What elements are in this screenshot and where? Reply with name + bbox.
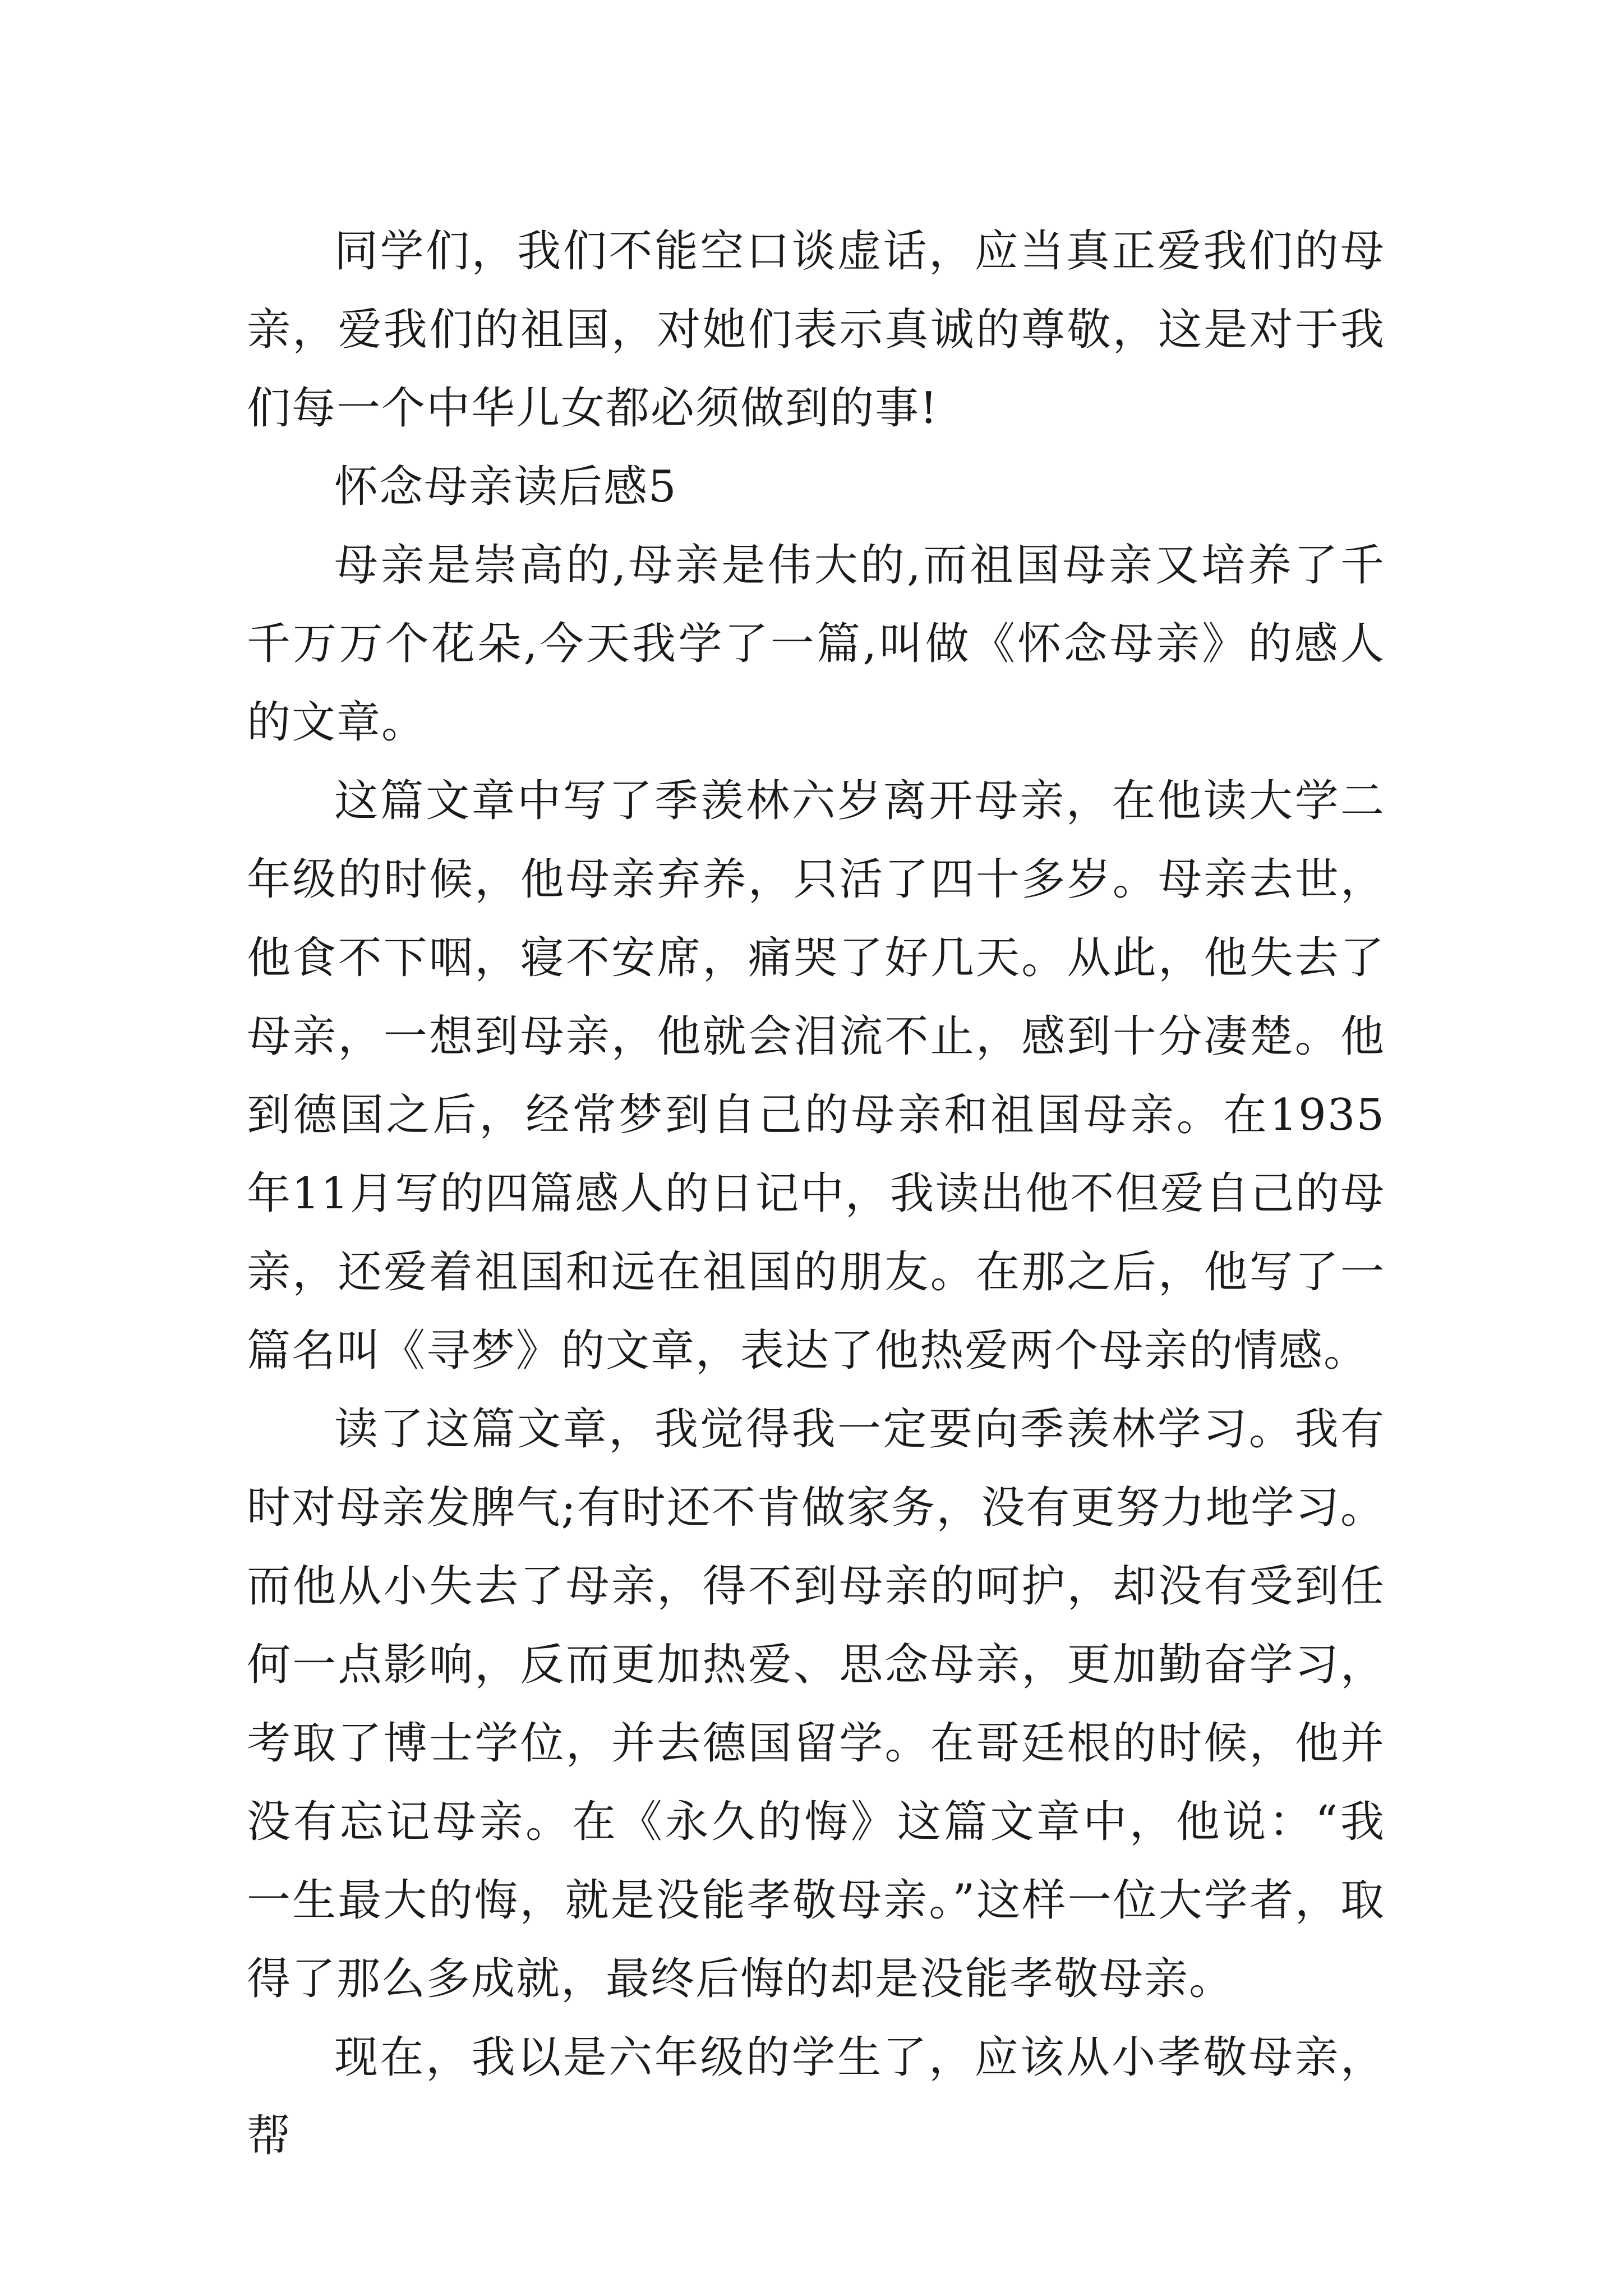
paragraph-summary: 这篇文章中写了季羡林六岁离开母亲，在他读大学二年级的时候，他母亲弃养，只活了四十多岁。母亲去世，他食不下咽，寝不安席，痛哭了好几天。从此，他失去了母亲，一想到母亲，他就会泪流不止，感到十分凄楚。他到德国之后，经常梦到自己的母亲和祖国母亲。在1935年11月写的四篇感人的日记中，我读出他不但爱自己的母亲，还爱着祖国和远在祖国的朋友。在那之后，他写了一篇名叫《寻梦》的文章，表达了他热爱两个母亲的情感。 [247,776,1385,1376]
paragraph-continuation: 现在，我以是六年级的学生了，应该从小孝敬母亲，帮 [247,2032,1385,2161]
paragraph-reflection: 读了这篇文章，我觉得我一定要向季羡林学习。我有时对母亲发脾气;有时还不肯做家务，没有更努力地学习。而他从小失去了母亲，得不到母亲的呵护，却没有受到任何一点影响，反而更加热爱、思念母亲，更加勤奋学习，考取了博士学位，并去德国留学。在哥廷根的时候，他并没有忘记母亲。在《永久的悔》这篇文章中，他说：“我一生最大的悔，就是没能孝敬母亲。”这样一位大学者，取得了那么多成就，最终后悔的却是没能孝敬母亲。 [247,1404,1385,2004]
document-body [247,212,1385,2175]
paragraph-closing-appeal: 同学们，我们不能空口谈虚话，应当真正爱我们的母亲，爱我们的祖国，对她们表示真诚的尊敬，这是对于我们每一个中华儿女都必须做到的事! [247,226,1385,434]
paragraph-intro: 母亲是崇高的,母亲是伟大的,而祖国母亲又培养了千千万万个花朵,今天我学了一篇,叫做《怀念母亲》的感人的文章。 [247,540,1385,748]
section-heading: 怀念母亲读后感5 [334,462,677,512]
